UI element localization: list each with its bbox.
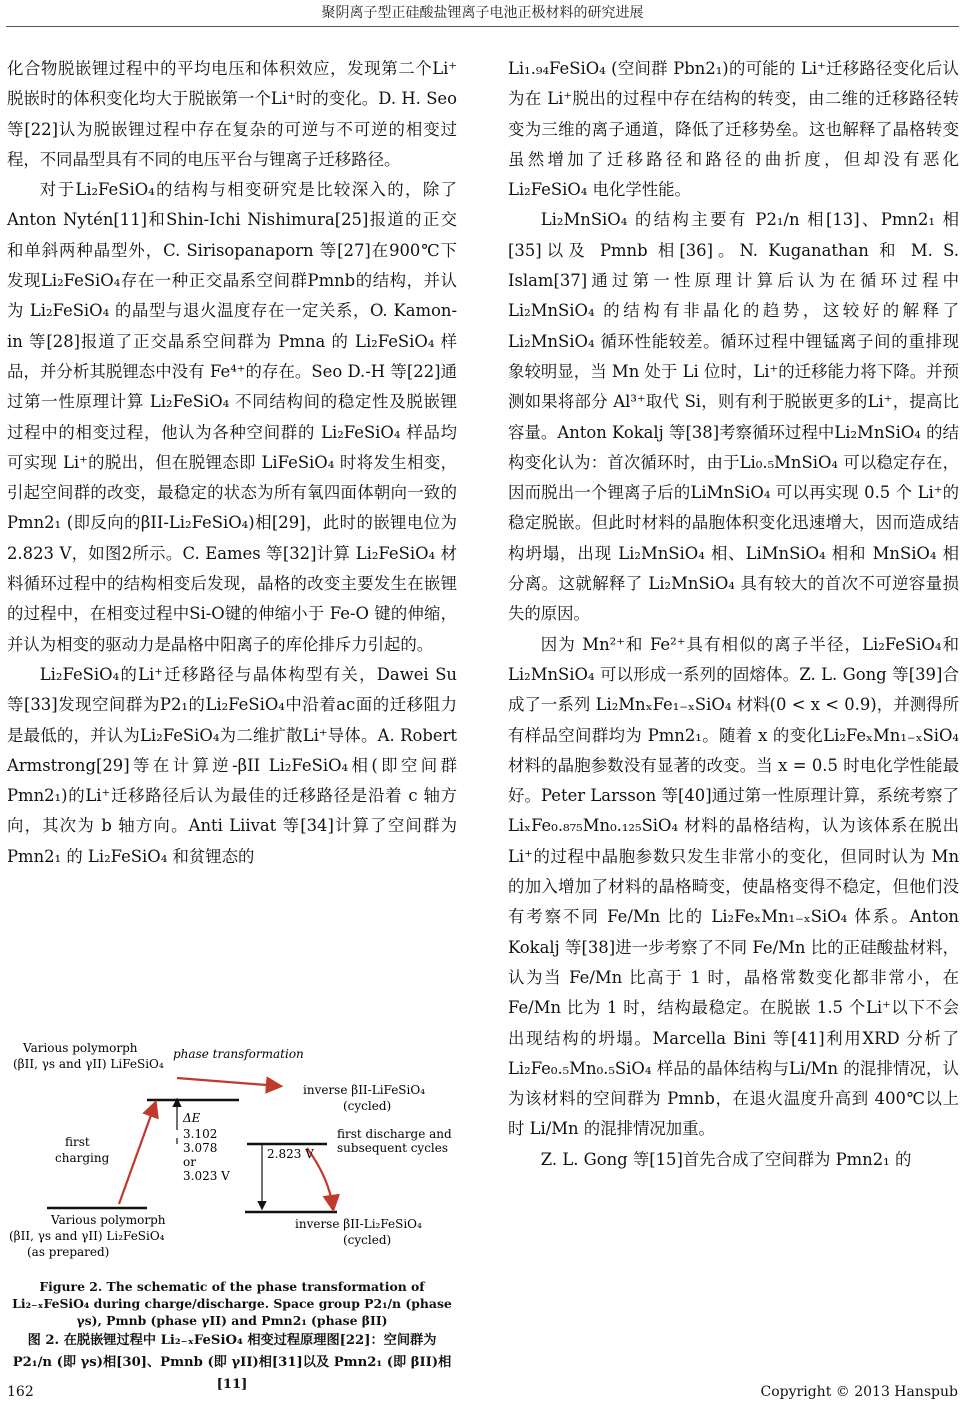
label-phase-transformation: phase transformation xyxy=(173,1047,304,1061)
phase-diagram-svg xyxy=(7,1038,457,1270)
label-top-left-1: Various polymorph xyxy=(23,1041,138,1055)
label-bottom-right-1: inverse βII-Li₂FeSiO₄ xyxy=(295,1217,422,1231)
label-charge-value-2: 3.078 xyxy=(183,1141,218,1155)
paragraph-left-3: Li₂FeSiO₄的Li⁺迁移路径与晶体构型有关，Dawei Su 等[33]发现空间群为P2₁的Li₂FeSiO₄中沿着ac面的迁移阻力是最低的，并认为Li₂FeSiO₄为二维扩散Li⁺导体。A. Robert Armstrong[29]等在计算逆-βII Li₂FeSiO₄相(即空间群Pmn2₁)的Li⁺迁移路径后认为最佳的迁移路径是沿着 c 轴方向，其次为 b 轴方向。Anti Liivat 等[34]计算了空间群为 Pmn2₁ 的 Li₂FeSiO₄ 和贫锂态的 xyxy=(7,664,457,866)
figure-caption-english: Figure 2. The schematic of the phase transformation of Li₂₋ₓFeSiO₄ during charge/discharge. Space group P2₁/n (phase γs), Pmnb (phase γII) and Pmn2₁ (phase βII) xyxy=(12,1279,452,1328)
label-top-right-2: (cycled) xyxy=(343,1099,392,1113)
paragraph-left-1: 化合物脱嵌锂过程中的平均电压和体积效应，发现第二个Li⁺脱嵌时的体积变化均大于脱嵌第一个Li⁺时的变化。D. H. Seo 等[22]认为脱嵌锂过程中存在复杂的可逆与不可逆的相变过程，不同晶型具有不同的电压平台与锂离子迁移路径。 xyxy=(7,59,457,169)
figure-caption-chinese: 图 2. 在脱嵌锂过程中 Li₂₋ₓFeSiO₄ 相变过程原理图[22]：空间群为 P2₁/n (即 γs)相[30]、Pmnb (即 γII)相[31]以及 Pmn2₁ (即 βII)相[11] xyxy=(12,1333,452,1392)
label-charge-value-1: 3.102 xyxy=(183,1127,218,1141)
label-top-right-1: inverse βII-LiFeSiO₄ xyxy=(303,1083,426,1097)
phase-transformation-arrow xyxy=(177,1078,279,1086)
paragraph-left-2: 对于Li₂FeSiO₄的结构与相变研究是比较深入的，除了Anton Nytén[11]和Shin-Ichi Nishimura[25]报道的正交和单斜两种晶型外，C. Sirisopanaporn 等[27]在900℃下发现Li₂FeSiO₄存在一种正交晶系空间群Pmnb的结构，并认为 Li₂FeSiO₄ 的晶型与退火温度存在一定关系，O. Kamon-in 等[28]报道了正交晶系空间群为 Pmna 的 Li₂FeSiO₄ 样品，并分析其脱锂态中没有 Fe⁴⁺的存在。Seo D.-H 等[22]通过第一性原理计算 Li₂FeSiO₄ 不同结构间的稳定性及脱嵌锂过程中的相变过程，他认为各种空间群的 Li₂FeSiO₄ 样品均可实现 Li⁺的脱出，但在脱锂态即 LiFeSiO₄ 时将发生相变，引起空间群的改变，最稳定的状态为所有氧四面体朝向一致的Pmn2₁ (即反向的βII-Li₂FeSiO₄)相[29]，此时的嵌锂电位为2.823 V，如图2所示。C. Eames 等[32]计算 Li₂FeSiO₄ 材料循环过程中的结构相变后发现，晶格的改变主要发生在嵌锂的过程中，在相变过程中Si-O键的伸缩小于 Fe-O 键的伸缩，并认为相变的驱动力是晶格中阳离子的库伦排斥力引起的。 xyxy=(7,180,457,654)
first-charging-arrow xyxy=(119,1104,155,1204)
label-delta-e: ΔE xyxy=(183,1111,201,1125)
label-first-charging-1: first xyxy=(65,1135,90,1149)
paragraph-right-4: Z. L. Gong 等[15]首先合成了空间群为 Pmn2₁ 的 xyxy=(540,1149,912,1169)
paragraph-right-2: Li₂MnSiO₄ 的结构主要有 P2₁/n 相[13]、Pmn2₁ 相[35]以及 Pmnb 相[36]。N. Kuganathan 和 M. S. Islam[37]通过第一性原理计算后认为在循环过程中 Li₂MnSiO₄ 的结构有非晶化的趋势，这较好的解释了 Li₂MnSiO₄ 循环性能较差。循环过程中锂锰离子间的重排现象较明显，当 Mn 处于 Li 位时，Li⁺的迁移能力将下降。并预测如果将部分 Al³⁺取代 Si，则有利于脱嵌更多的Li⁺，提高比容量。Anton Kokalj 等[38]考察循环过程中Li₂MnSiO₄ 的结构变化认为：首次循环时，由于Li₀.₅MnSiO₄ 可以稳定存在，因而脱出一个锂离子后的LiMnSiO₄ 可以再实现 0.5 个 Li⁺的稳定脱嵌。但此时材料的晶胞体积变化迅速增大，因而造成结构坍塌，出现 Li₂MnSiO₄ 相、LiMnSiO₄ 相和 MnSiO₄ 相分离。这就解释了 Li₂MnSiO₄ 具有较大的首次不可逆容量损失的原因。 xyxy=(508,210,959,624)
header-rule xyxy=(6,26,959,27)
paragraph-right-3: 因为 Mn²⁺和 Fe²⁺具有相似的离子半径，Li₂FeSiO₄和 Li₂MnSiO₄ 可以形成一系列的固熔体。Z. L. Gong 等[39]合成了一系列 Li₂MnₓFe₁₋ₓSiO₄ 材料(0 < x < 0.9)，并测得所有样品空间群均为 Pmn2₁。随着 x 的变化Li₂FeₓMn₁₋ₓSiO₄ 材料的晶胞参数没有显著的改变。当 x = 0.5 时电化学性能最好。Peter Larsson 等[40]通过第一性原理计算，系统考察了 LiₓFe₀.₈₇₅Mn₀.₁₂₅SiO₄ 材料的晶格结构，认为该体系在脱出 Li⁺的过程中晶胞参数只发生非常小的变化，但同时认为 Mn 的加入增加了材料的晶格畸变，使晶格变得不稳定，但他们没有考察不同 Fe/Mn 比的 Li₂FeₓMn₁₋ₓSiO₄ 体系。Anton Kokalj 等[38]进一步考察了不同 Fe/Mn 比的正硅酸盐材料，认为当 Fe/Mn 比高于 1 时，晶格常数变化都非常小，在 Fe/Mn 比为 1 时，结构最稳定。在脱嵌 1.5 个Li⁺以下不会出现结构的坍塌。Marcella Bini 等[41]利用XRD 分析了 Li₂Fe₀.₅Mn₀.₅SiO₄ 样品的晶体结构与Li/Mn 的混排情况，认为该材料的空间群为 Pmnb，在退火温度升高到 400℃以上时 Li/Mn 的混排情况加重。 xyxy=(508,634,959,1139)
right-column xyxy=(508,54,959,1175)
label-bottom-right-2: (cycled) xyxy=(343,1233,392,1247)
label-bottom-left-3: (as prepared) xyxy=(27,1245,110,1259)
page-number: 162 xyxy=(7,1384,34,1400)
label-bottom-left-2: (βII, γs and γII) Li₂FeSiO₄ xyxy=(9,1229,165,1243)
label-discharge-2: subsequent cycles xyxy=(337,1141,449,1155)
label-first-charging-2: charging xyxy=(55,1151,110,1165)
figure-2-phase-diagram xyxy=(7,1038,457,1270)
label-discharge-voltage: 2.823 V xyxy=(267,1147,314,1161)
label-discharge-1: first discharge and xyxy=(337,1127,452,1141)
paragraph-right-1: Li₁.₉₄FeSiO₄ (空间群 Pbn2₁)的可能的 Li⁺迁移路径变化后认为在 Li⁺脱出的过程中存在结构的转变，由二维的迁移路径转变为三维的离子通道，降低了迁移势垒。这也解释了晶格转变虽然增加了迁移路径和路径的曲折度，但却没有恶化 Li₂FeSiO₄ 电化学性能。 xyxy=(508,59,959,200)
label-charge-value-4: 3.023 V xyxy=(183,1169,230,1183)
label-bottom-left-1: Various polymorph xyxy=(51,1213,166,1227)
running-header: 聚阴离子型正硅酸盐锂离子电池正极材料的研究进展 xyxy=(321,5,644,21)
label-top-left-2: (βII, γs and γII) LiFeSiO₄ xyxy=(13,1057,164,1071)
label-charge-value-3: or xyxy=(183,1155,196,1169)
copyright: Copyright © 2013 Hanspub xyxy=(760,1384,958,1400)
left-column xyxy=(7,54,457,872)
